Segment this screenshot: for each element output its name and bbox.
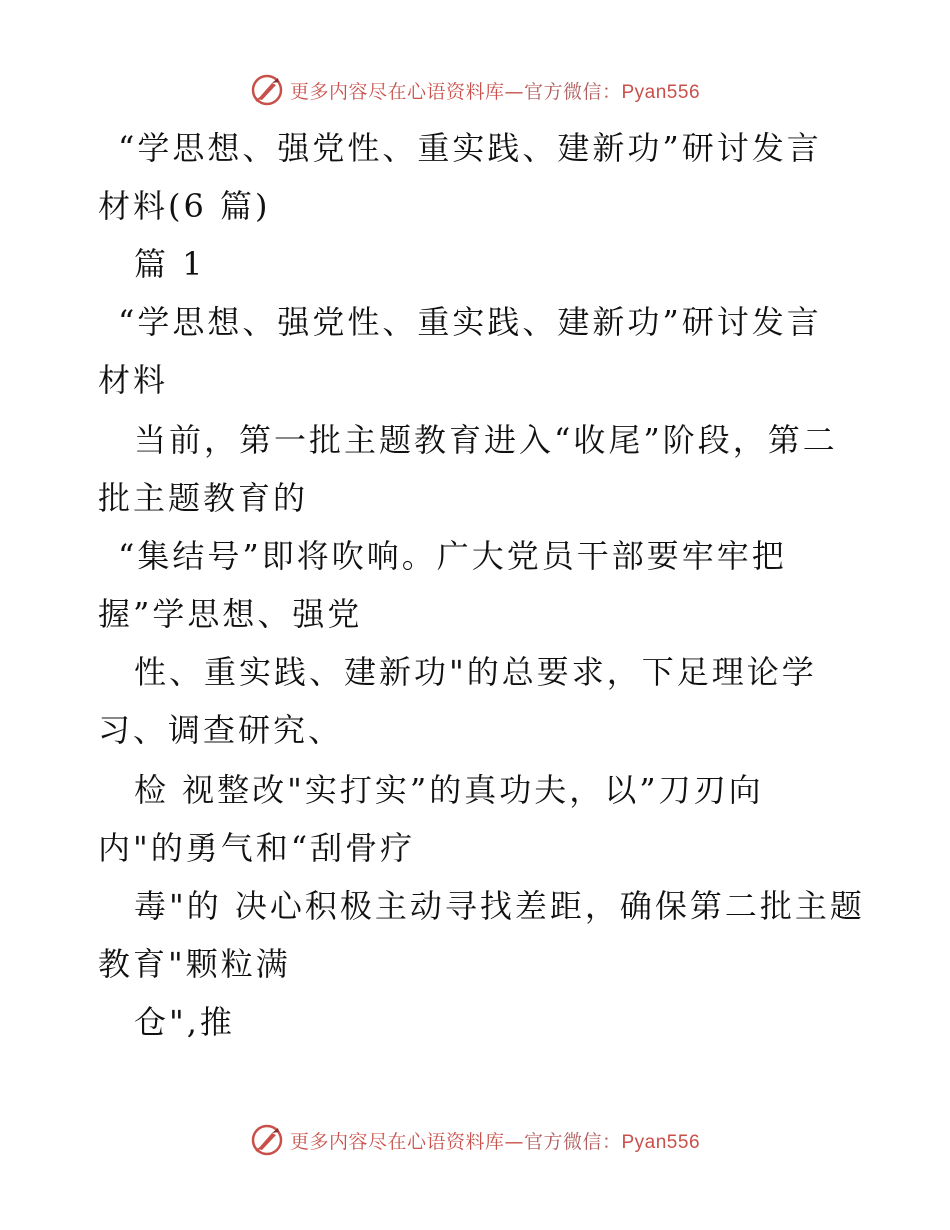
watermark-wechat-label: 官方微信：	[523, 80, 622, 103]
quill-pen-logo-icon	[250, 73, 284, 107]
doc-line-5: 材料	[98, 361, 169, 399]
doc-line-8: “集结号”即将吹响。广大党员干部要牢牢把	[118, 537, 787, 575]
footer-watermark-text	[290, 1127, 700, 1154]
watermark-dash: —	[504, 80, 524, 103]
watermark-slogan: 更多内容尽在心语资料库	[289, 80, 505, 103]
doc-line-1: “学思想、强党性、重实践、建新功”研讨发言	[118, 129, 822, 167]
header-watermark-text	[290, 77, 700, 104]
watermark-dash: —	[504, 1130, 524, 1153]
doc-line-13: 内"的勇气和“刮骨疗	[98, 829, 416, 867]
header-watermark	[0, 70, 950, 110]
footer-watermark-content	[250, 1123, 700, 1157]
doc-line-14: 毒"的 决心积极主动寻找差距，确保第二批主题	[134, 887, 865, 925]
header-watermark-content	[250, 73, 700, 107]
watermark-wechat-label: 官方微信：	[523, 1130, 622, 1153]
watermark-slogan: 更多内容尽在心语资料库	[289, 1130, 505, 1153]
doc-line-7: 批主题教育的	[98, 479, 309, 517]
doc-line-10: 性、重实践、建新功"的总要求，下足理论学	[134, 653, 817, 691]
doc-line-16: 仓",推	[134, 1003, 235, 1041]
watermark-account: Pyan556	[621, 81, 701, 103]
watermark-account: Pyan556	[621, 1131, 701, 1153]
doc-line-2: 材料(6 篇)	[98, 187, 271, 225]
doc-line-3: 篇 1	[134, 245, 206, 283]
doc-line-11: 习、调查研究、	[98, 711, 344, 749]
doc-line-9: 握”学思想、强党	[98, 595, 363, 633]
doc-line-6: 当前，第一批主题教育进入“收尾”阶段，第二	[134, 421, 838, 459]
doc-line-12: 检 视整改"实打实”的真功夫，以”刀刃向	[134, 771, 764, 809]
footer-watermark	[0, 1120, 950, 1160]
quill-pen-logo-icon	[250, 1123, 284, 1157]
doc-line-4: “学思想、强党性、重实践、建新功”研讨发言	[118, 303, 822, 341]
doc-line-15: 教育"颗粒满	[98, 945, 291, 983]
